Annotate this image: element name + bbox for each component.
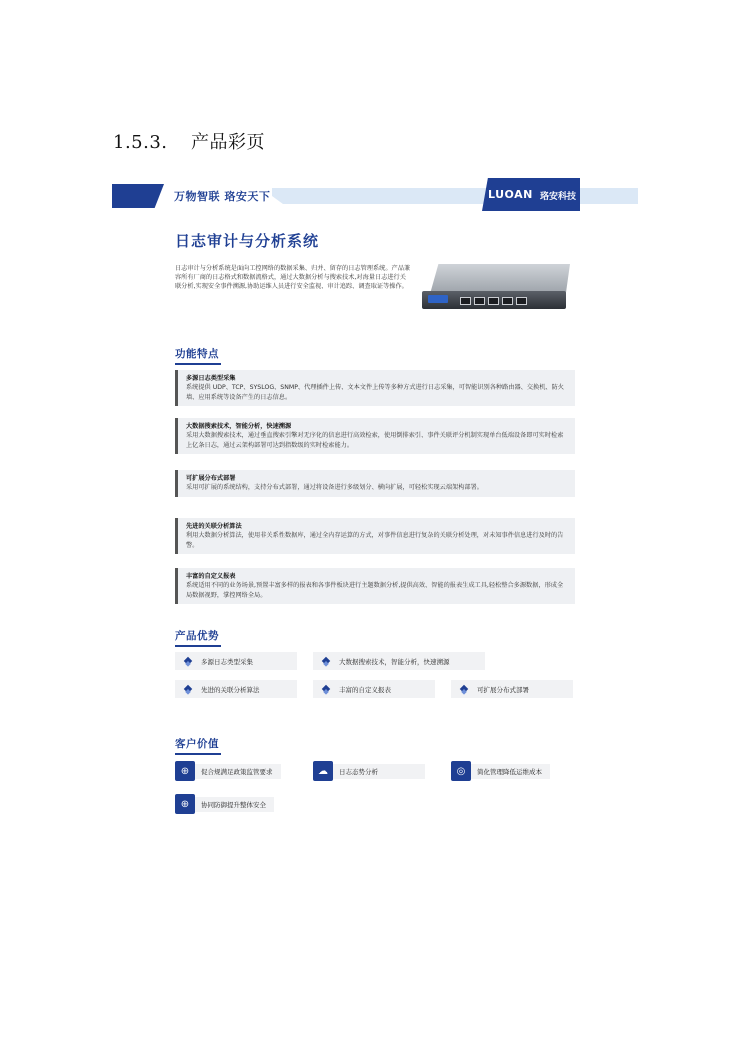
- feature-item: [175, 568, 575, 604]
- cloud-icon: ☁: [313, 761, 333, 781]
- advantage-item: 先进的关联分析算法: [175, 680, 297, 698]
- shield-icon: ⊕: [175, 794, 195, 814]
- value-item: ◎ 简化管理降低运维成本: [451, 761, 550, 781]
- banner-accent: [112, 184, 164, 208]
- feature-desc: 采用可扩展的系统结构，支持分布式部署，通过将设备进行多级划分、横向扩展，可轻松实现云端架构部署。: [186, 484, 483, 491]
- banner-slogan: 万物智联 珞安天下: [174, 190, 271, 203]
- product-title: 日志审计与分析系统: [175, 232, 320, 250]
- feature-item: [175, 370, 575, 406]
- feature-desc: 系统提供 UDP、TCP、SYSLOG、SNMP、代理插件上传、文本文件上传等多种方式进行日志采集，可智能识别各种路由器、交换机、防火墙、应用系统等设备产生的日志信息。: [186, 384, 564, 401]
- feature-title: 丰富的自定义报表: [186, 573, 236, 580]
- advantage-item: 可扩展分布式部署: [451, 680, 573, 698]
- feature-desc: 采用大数据搜索技术，通过垂直搜索引擎对无序化的信息进行高效检索，使用倒排索引、事件关联评分机制实现单台低端设备即可实时检索上亿条日志，通过云架构部署可达到指数级的实时检索能力。: [186, 432, 564, 449]
- feature-item: [175, 470, 575, 497]
- banner-stripe: [272, 188, 638, 204]
- product-intro: 日志审计与分析系统是面向工控网络的数据采集、归并、留存的日志管理系统。产品兼容所有厂商的日志格式和数据流格式，通过大数据分析与搜索技术,对海量日志进行关联分析,实现安全事件溯源,协助运维人员进行安全监视、审计追踪、调查取证等操作。: [175, 265, 411, 291]
- diamond-bullet-icon: [184, 657, 192, 665]
- diamond-bullet-icon: [322, 685, 330, 693]
- value-item: ⊕ 协同防御提升整体安全: [175, 794, 274, 814]
- features-heading: 功能特点: [175, 346, 221, 365]
- logo-company-name: 珞安科技: [540, 192, 577, 202]
- product-brochure: [112, 184, 638, 824]
- feature-title: 先进的关联分析算法: [186, 523, 242, 530]
- advantages-heading: 产品优势: [175, 628, 221, 647]
- feature-title: 可扩展分布式部署: [186, 475, 236, 482]
- section-number: 1.5.3.: [113, 132, 168, 153]
- appliance-image: [420, 264, 570, 312]
- logo-wordmark: LUOAN: [488, 188, 533, 201]
- advantage-item: 大数据搜索技术，智能分析，快速溯源: [313, 652, 485, 670]
- advantage-item: 多源日志类型采集: [175, 652, 297, 670]
- customer-value-heading: 客户价值: [175, 736, 221, 755]
- advantage-item: 丰富的自定义报表: [313, 680, 435, 698]
- target-icon: ◎: [451, 761, 471, 781]
- feature-desc: 利用大数据分析算法，使用非关系性数据库，通过全内存运算的方式，对事件信息进行复杂的关联分析处理，对未知事件信息进行及时的告警。: [186, 532, 564, 549]
- brochure-banner: [112, 184, 638, 208]
- section-title: 产品彩页: [191, 132, 265, 153]
- feature-item: [175, 418, 575, 454]
- value-item: ☁ 日志态势分析: [313, 761, 425, 781]
- feature-title: 多源日志类型采集: [186, 375, 236, 382]
- feature-item: [175, 518, 575, 554]
- diamond-bullet-icon: [460, 685, 468, 693]
- feature-title: 大数据搜索技术，智能分析，快速溯源: [186, 423, 292, 430]
- value-item: ⊕ 促合规满足政策监管要求: [175, 761, 281, 781]
- shield-icon: ⊕: [175, 761, 195, 781]
- feature-desc: 系统适用不同的业务场景,预置丰富多样的报表和各事件板块进行主题数据分析,提供高效、智能的报表生成工具,轻松整合多源数据，形成全局数据视野，掌控网络全局。: [186, 582, 564, 599]
- section-heading: [113, 128, 265, 154]
- diamond-bullet-icon: [322, 657, 330, 665]
- diamond-bullet-icon: [184, 685, 192, 693]
